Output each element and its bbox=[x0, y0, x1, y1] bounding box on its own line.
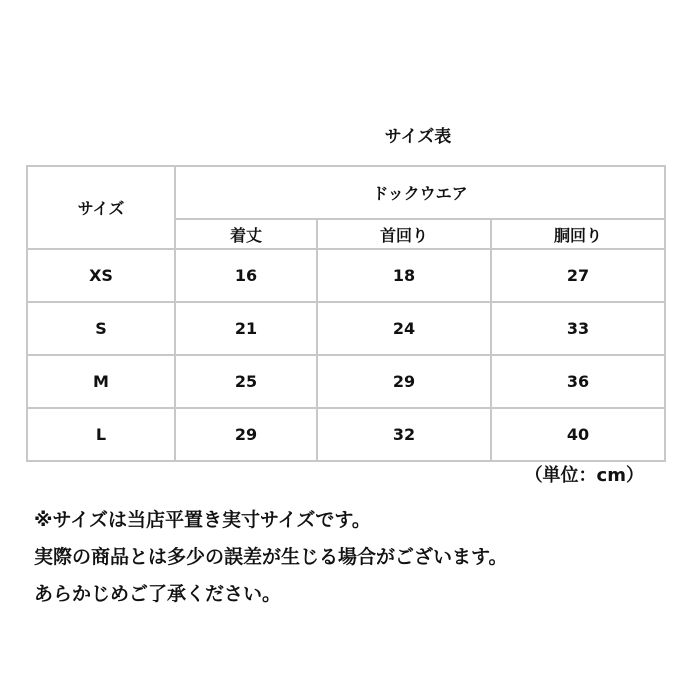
note-line: あらかじめご了承ください。 bbox=[34, 583, 282, 605]
chest-cell: 33 bbox=[491, 302, 665, 355]
unit-label: （単位：cm） bbox=[524, 465, 644, 486]
neck-cell: 29 bbox=[317, 355, 491, 408]
table-header-row bbox=[27, 166, 665, 219]
size-cell: M bbox=[27, 355, 175, 408]
length-cell: 21 bbox=[175, 302, 317, 355]
neck-cell: 24 bbox=[317, 302, 491, 355]
length-column-header: 着丈 bbox=[175, 219, 317, 249]
table-row bbox=[27, 408, 665, 461]
dogwear-group-header: ドックウエア bbox=[175, 166, 665, 219]
table-row bbox=[27, 355, 665, 408]
length-cell: 29 bbox=[175, 408, 317, 461]
size-cell: S bbox=[27, 302, 175, 355]
size-cell: XS bbox=[27, 249, 175, 302]
neck-cell: 18 bbox=[317, 249, 491, 302]
size-column-header: サイズ bbox=[27, 166, 175, 249]
table-row bbox=[27, 302, 665, 355]
chest-column-header: 胴回り bbox=[491, 219, 665, 249]
length-cell: 25 bbox=[175, 355, 317, 408]
neck-column-header: 首回り bbox=[317, 219, 491, 249]
size-table-title: サイズ表 bbox=[384, 127, 452, 147]
note-line: 実際の商品とは多少の誤差が生じる場合がございます。 bbox=[34, 546, 508, 568]
table-row bbox=[27, 249, 665, 302]
notes bbox=[34, 502, 674, 613]
length-cell: 16 bbox=[175, 249, 317, 302]
neck-cell: 32 bbox=[317, 408, 491, 461]
note-line: ※サイズは当店平置き実寸サイズです。 bbox=[34, 509, 371, 531]
chest-cell: 36 bbox=[491, 355, 665, 408]
size-table bbox=[26, 165, 666, 462]
chest-cell: 40 bbox=[491, 408, 665, 461]
chest-cell: 27 bbox=[491, 249, 665, 302]
size-cell: L bbox=[27, 408, 175, 461]
